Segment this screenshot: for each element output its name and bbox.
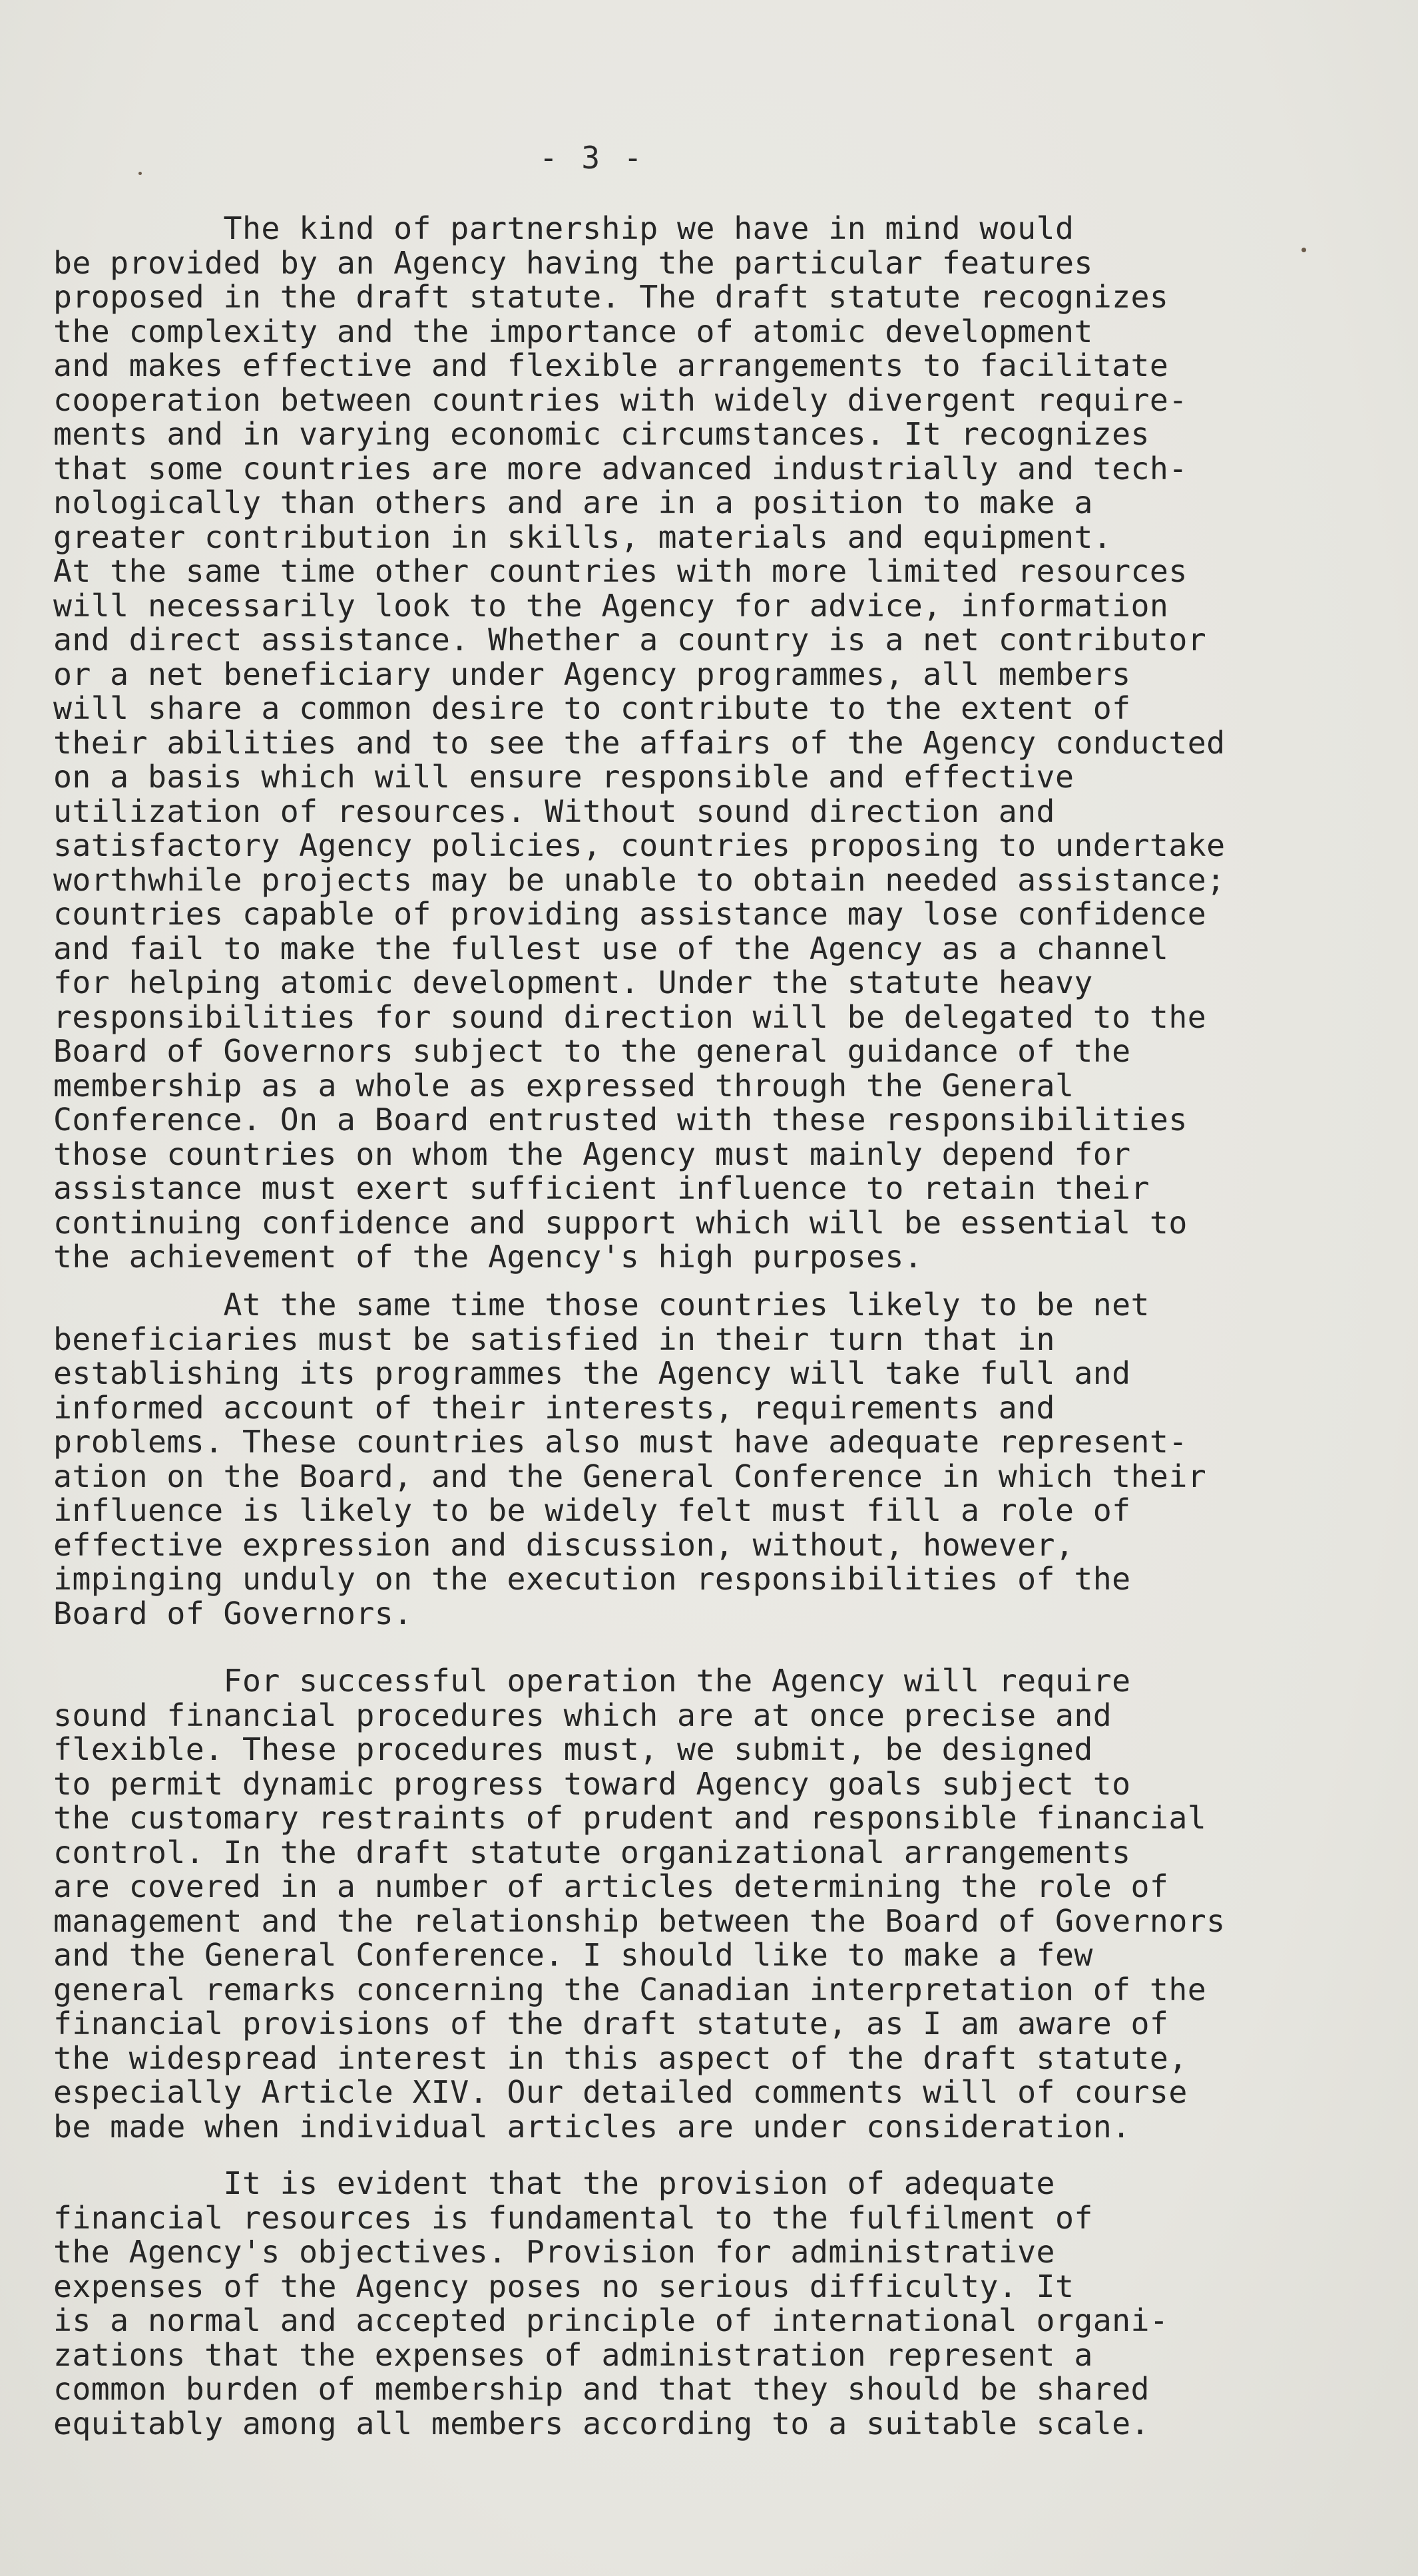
text-line: their abilities and to see the affairs of the Agency conducted: [53, 724, 1226, 761]
text-line: those countries on whom the Agency must mainly depend for: [53, 1136, 1131, 1172]
text-line: assistance must exert sufficient influence to retain their: [53, 1170, 1150, 1206]
text-line: For successful operation the Agency will require: [53, 1663, 1131, 1699]
text-line: informed account of their interests, requirements and: [53, 1389, 1055, 1426]
text-line: responsibilities for sound direction will be delegated to the: [53, 998, 1207, 1035]
text-line: be provided by an Agency having the particular features: [53, 244, 1093, 281]
text-line: nologically than others and are in a position to make a: [53, 485, 1093, 521]
text-line: financial resources is fundamental to the fulfilment of: [53, 2199, 1093, 2236]
text-line: beneficiaries must be satisfied in their turn that in: [53, 1321, 1055, 1357]
text-line: establishing its programmes the Agency will take full and: [53, 1355, 1131, 1391]
text-line: impinging unduly on the execution responsibilities of the: [53, 1561, 1131, 1597]
text-line: or a net beneficiary under Agency programmes, all members: [53, 656, 1131, 692]
text-line: equitably among all members according to a suitable scale.: [53, 2405, 1150, 2442]
text-line: and fail to make the fullest use of the Agency as a channel: [53, 930, 1169, 966]
text-line: will share a common desire to contribute to the extent of: [53, 690, 1131, 726]
text-line: expenses of the Agency poses no serious difficulty. It: [53, 2268, 1074, 2304]
text-line: common burden of membership and that they should be shared: [53, 2371, 1150, 2407]
text-line: especially Article XIV. Our detailed comments will of course: [53, 2074, 1188, 2110]
text-line: zations that the expenses of administration represent a: [53, 2336, 1093, 2373]
text-line: management and the relationship between the Board of Governors: [53, 1902, 1226, 1939]
text-line: general remarks concerning the Canadian interpretation of the: [53, 1971, 1207, 2008]
paper-speck: [138, 172, 142, 175]
text-line: flexible. These procedures must, we submit, be designed: [53, 1731, 1093, 1767]
text-line: the customary restraints of prudent and responsible financial: [53, 1800, 1207, 1836]
text-line: greater contribution in skills, materials and equipment.: [53, 519, 1112, 555]
text-line: and makes effective and flexible arrangements to facilitate: [53, 347, 1169, 383]
text-line: worthwhile projects may be unable to obtain needed assistance;: [53, 861, 1226, 898]
text-line: ation on the Board, and the General Conference in which their: [53, 1458, 1207, 1494]
text-line: utilization of resources. Without sound direction and: [53, 793, 1055, 829]
text-line: It is evident that the provision of adequate: [53, 2165, 1055, 2201]
paragraph-2: [53, 1288, 1371, 1631]
text-line: cooperation between countries with widely divergent require-: [53, 381, 1188, 418]
text-line: the achievement of the Agency's high purposes.: [53, 1239, 923, 1275]
text-line: The kind of partnership we have in mind would: [53, 210, 1074, 246]
text-line: the Agency's objectives. Provision for administrative: [53, 2234, 1055, 2270]
text-line: influence is likely to be widely felt must fill a role of: [53, 1492, 1131, 1528]
text-line: membership as a whole as expressed through the General: [53, 1067, 1074, 1104]
text-line: the complexity and the importance of atomic development: [53, 313, 1093, 349]
text-line: are covered in a number of articles determining the role of: [53, 1868, 1169, 1904]
text-line: control. In the draft statute organizational arrangements: [53, 1834, 1131, 1870]
text-line: the widespread interest in this aspect of the draft statute,: [53, 2039, 1188, 2076]
text-line: is a normal and accepted principle of international organi-: [53, 2302, 1169, 2338]
text-line: proposed in the draft statute. The draft statute recognizes: [53, 279, 1169, 315]
text-line: At the same time those countries likely to be net: [53, 1287, 1150, 1323]
page-number: - 3 -: [539, 140, 645, 176]
text-line: Conference. On a Board entrusted with these responsibilities: [53, 1102, 1188, 1138]
text-line: sound financial procedures which are at once precise and: [53, 1697, 1112, 1733]
text-line: satisfactory Agency policies, countries proposing to undertake: [53, 827, 1226, 863]
text-line: financial provisions of the draft statute, as I am aware of: [53, 2006, 1169, 2041]
paragraph-4: [53, 2167, 1371, 2441]
text-line: to permit dynamic progress toward Agency goals subject to: [53, 1765, 1131, 1802]
text-line: that some countries are more advanced industrially and tech-: [53, 450, 1188, 487]
text-line: countries capable of providing assistance may lose confidence: [53, 896, 1207, 932]
text-line: and the General Conference. I should like to make a few: [53, 1937, 1093, 1973]
text-line: ments and in varying economic circumstances. It recognizes: [53, 416, 1150, 452]
text-line: on a basis which will ensure responsible and effective: [53, 759, 1074, 795]
text-line: and direct assistance. Whether a country is a net contributor: [53, 622, 1207, 658]
text-line: continuing confidence and support which will be essential to: [53, 1204, 1188, 1241]
text-line: At the same time other countries with more limited resources: [53, 553, 1188, 589]
text-line: be made when individual articles are under consideration.: [53, 2108, 1131, 2145]
text-line: Board of Governors.: [53, 1595, 413, 1631]
text-line: effective expression and discussion, without, however,: [53, 1526, 1074, 1563]
paragraph-3: [53, 1664, 1371, 2144]
paragraph-1: [53, 212, 1371, 1275]
text-line: for helping atomic development. Under the statute heavy: [53, 965, 1093, 1000]
text-line: will necessarily look to the Agency for advice, information: [53, 587, 1169, 624]
text-line: Board of Governors subject to the general guidance of the: [53, 1033, 1131, 1069]
text-line: problems. These countries also must have adequate represent-: [53, 1424, 1188, 1460]
